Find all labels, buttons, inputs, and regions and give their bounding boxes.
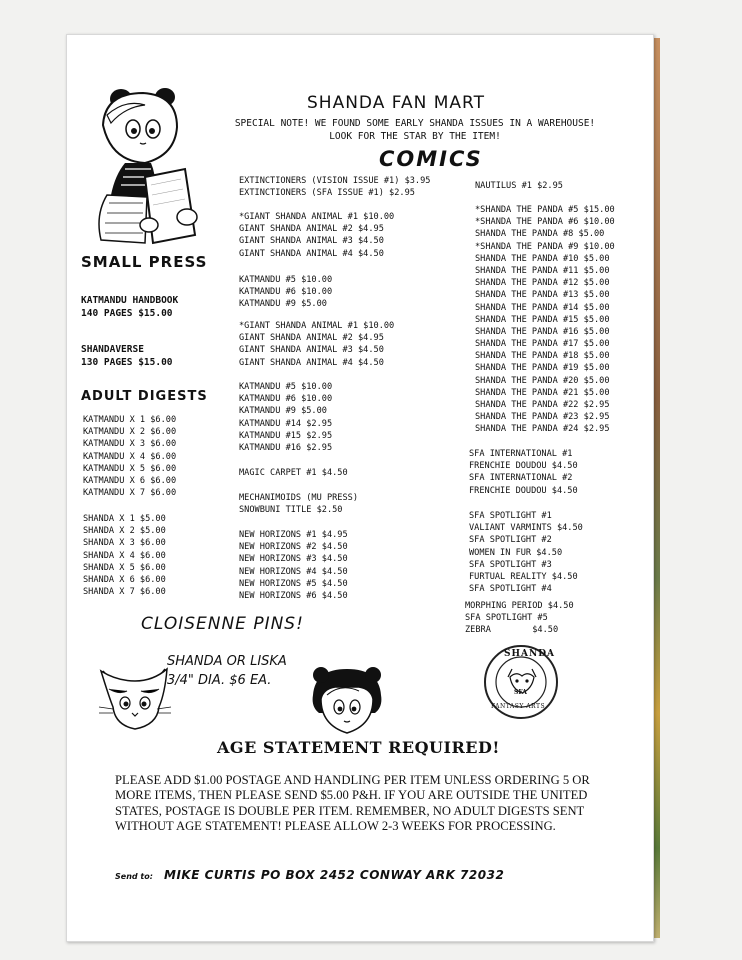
special-note-line2: LOOK FOR THE STAR BY THE ITEM! bbox=[329, 131, 501, 142]
list-item: NEW HORIZONS #2 $4.50 bbox=[239, 542, 348, 553]
list-item: GIANT SHANDA ANIMAL #4 $4.50 bbox=[239, 357, 384, 368]
seal-top-text: SHANDA bbox=[504, 649, 555, 659]
list-item: KATMANDU X 3 $6.00 bbox=[83, 439, 177, 450]
list-item: SHANDA THE PANDA #11 $5.00 bbox=[475, 265, 610, 276]
page-title: SHANDA FAN MART bbox=[307, 93, 485, 113]
pins-details bbox=[167, 652, 287, 690]
list-item: MORPHING PERIOD $4.50 bbox=[465, 601, 574, 611]
list-item: KATMANDU X 7 $6.00 bbox=[83, 488, 177, 499]
list-item: SFA SPOTLIGHT #3 bbox=[469, 559, 552, 570]
sfa-international-list bbox=[469, 448, 578, 497]
list-item: NEW HORIZONS #6 $4.50 bbox=[239, 590, 348, 601]
liska-cat-illustration bbox=[95, 667, 175, 733]
list-item: GIANT SHANDA ANIMAL #4 $4.50 bbox=[239, 248, 384, 259]
list-item: KATMANDU #6 $10.00 bbox=[239, 394, 333, 405]
list-item: SFA SPOTLIGHT #2 bbox=[469, 535, 552, 546]
list-item: KATMANDU X 1 $6.00 bbox=[83, 415, 177, 425]
list-item: SHANDA THE PANDA #21 $5.00 bbox=[475, 387, 610, 398]
katmandu-list-2 bbox=[239, 381, 332, 454]
list-item: KATMANDU #15 $2.95 bbox=[239, 430, 333, 441]
list-item: SHANDA THE PANDA #22 $2.95 bbox=[475, 400, 610, 410]
list-item: GIANT SHANDA ANIMAL #2 $4.95 bbox=[239, 333, 384, 344]
list-item: ZEBRA $4.50 bbox=[465, 625, 559, 636]
list-item: NEW HORIZONS #1 $4.95 bbox=[239, 530, 348, 540]
mechanimoids-list bbox=[239, 492, 358, 516]
list-item: KATMANDU #5 $10.00 bbox=[239, 382, 333, 392]
list-item: SFA SPOTLIGHT #4 bbox=[469, 584, 552, 595]
list-item: KATMANDU #16 $2.95 bbox=[239, 442, 333, 453]
list-item: SHANDA THE PANDA #24 $2.95 bbox=[475, 424, 610, 435]
list-item: EXTINCTIONERS (SFA ISSUE #1) $2.95 bbox=[239, 188, 415, 199]
list-item: FRENCHIE DOUDOU $4.50 bbox=[469, 485, 578, 496]
small-press-item-detail: 140 PAGES $15.00 bbox=[81, 308, 173, 319]
shanda-panda-list bbox=[475, 204, 615, 436]
comics-heading: COMICS bbox=[379, 147, 483, 171]
list-item: *GIANT SHANDA ANIMAL #1 $10.00 bbox=[239, 321, 395, 331]
list-item: MAGIC CARPET #1 $4.50 bbox=[239, 468, 348, 478]
list-item: KATMANDU #9 $5.00 bbox=[239, 406, 327, 417]
list-item: KATMANDU #6 $10.00 bbox=[239, 287, 333, 298]
list-item: KATMANDU X 4 $6.00 bbox=[83, 451, 177, 462]
list-item: SHANDA THE PANDA #18 $5.00 bbox=[475, 351, 610, 362]
small-press-item-title: KATMANDU HANDBOOK bbox=[81, 295, 179, 306]
shanda-pin-illustration bbox=[307, 665, 387, 737]
list-item: SHANDA X 5 $6.00 bbox=[83, 562, 166, 573]
list-item: SHANDA X 4 $6.00 bbox=[83, 550, 166, 561]
giant-shanda-list-2 bbox=[239, 320, 394, 369]
list-item: SHANDA THE PANDA #13 $5.00 bbox=[475, 290, 610, 301]
list-item: GIANT SHANDA ANIMAL #2 $4.95 bbox=[239, 224, 384, 235]
small-press-item-title: SHANDAVERSE bbox=[81, 344, 144, 355]
seal-center-text: SFA bbox=[514, 689, 527, 696]
panda-reading-illustration bbox=[85, 85, 210, 245]
extinctioners-list bbox=[239, 175, 430, 199]
list-item: SFA SPOTLIGHT #5 bbox=[465, 613, 548, 624]
small-press-item bbox=[81, 294, 178, 320]
list-item: SFA INTERNATIONAL #1 bbox=[469, 449, 573, 459]
list-item: SFA SPOTLIGHT #1 bbox=[469, 511, 552, 521]
pins-line1: SHANDA OR LISKA bbox=[167, 654, 287, 669]
list-item: SHANDA THE PANDA #19 $5.00 bbox=[475, 363, 610, 374]
magic-carpet-list bbox=[239, 467, 348, 479]
send-to-label: Send to: bbox=[115, 872, 153, 881]
morphing-zebra-list bbox=[465, 600, 574, 637]
list-item: MECHANIMOIDS (MU PRESS) bbox=[239, 493, 358, 503]
age-statement-heading: AGE STATEMENT REQUIRED! bbox=[217, 738, 500, 757]
list-item: *SHANDA THE PANDA #6 $10.00 bbox=[475, 217, 615, 228]
giant-shanda-list-1 bbox=[239, 211, 394, 260]
list-item: *SHANDA THE PANDA #9 $10.00 bbox=[475, 241, 615, 252]
list-item: FURTUAL REALITY $4.50 bbox=[469, 571, 578, 582]
small-press-heading: SMALL PRESS bbox=[81, 253, 208, 271]
small-press-item bbox=[81, 343, 173, 369]
list-item: SHANDA THE PANDA #17 $5.00 bbox=[475, 339, 610, 350]
seal-bottom-text: FANTASY ARTS bbox=[491, 703, 546, 710]
list-item: *SHANDA THE PANDA #5 $15.00 bbox=[475, 205, 615, 215]
list-item: SHANDA THE PANDA #12 $5.00 bbox=[475, 278, 610, 289]
shanda-fantasy-arts-seal bbox=[482, 643, 560, 721]
pins-line2: 3/4" DIA. $6 EA. bbox=[167, 673, 272, 688]
list-item: SHANDA THE PANDA #20 $5.00 bbox=[475, 375, 610, 386]
list-item: SHANDA THE PANDA #10 $5.00 bbox=[475, 253, 610, 264]
list-item: EXTINCTIONERS (VISION ISSUE #1) $3.95 bbox=[239, 176, 431, 186]
list-item: KATMANDU X 2 $6.00 bbox=[83, 427, 177, 438]
katmandu-digest-list bbox=[83, 414, 176, 499]
list-item: WOMEN IN FUR $4.50 bbox=[469, 547, 563, 558]
list-item: KATMANDU #5 $10.00 bbox=[239, 275, 333, 285]
list-item: SHANDA THE PANDA #8 $5.00 bbox=[475, 229, 605, 240]
special-note-line1: SPECIAL NOTE! WE FOUND SOME EARLY SHANDA ISSUES IN A WAREHOUSE! bbox=[234, 118, 596, 129]
shanda-digest-list bbox=[83, 513, 166, 598]
send-to-value: MIKE CURTIS PO BOX 2452 CONWAY ARK 72032 bbox=[164, 868, 505, 882]
list-item: KATMANDU #14 $2.95 bbox=[239, 418, 333, 429]
list-item: KATMANDU X 5 $6.00 bbox=[83, 463, 177, 474]
list-item: NEW HORIZONS #5 $4.50 bbox=[239, 578, 348, 589]
list-item: SHANDA X 6 $6.00 bbox=[83, 574, 166, 585]
nautilus-item: NAUTILUS #1 $2.95 bbox=[475, 181, 563, 191]
list-item: SHANDA THE PANDA #23 $2.95 bbox=[475, 412, 610, 423]
list-item: GIANT SHANDA ANIMAL #3 $4.50 bbox=[239, 236, 384, 247]
list-item: SHANDA THE PANDA #15 $5.00 bbox=[475, 314, 610, 325]
list-item: SNOWBUNI TITLE $2.50 bbox=[239, 505, 343, 516]
list-item: SHANDA X 2 $5.00 bbox=[83, 526, 166, 537]
adult-digests-heading: ADULT DIGESTS bbox=[81, 389, 208, 404]
list-item: SHANDA X 1 $5.00 bbox=[83, 514, 166, 524]
small-press-item-detail: 130 PAGES $15.00 bbox=[81, 357, 173, 368]
special-note bbox=[185, 117, 645, 143]
list-item: SFA INTERNATIONAL #2 bbox=[469, 473, 573, 484]
katmandu-list-1 bbox=[239, 274, 332, 311]
pins-heading: CLOISENNE PINS! bbox=[141, 614, 304, 634]
list-item: GIANT SHANDA ANIMAL #3 $4.50 bbox=[239, 345, 384, 356]
list-item: SHANDA X 7 $6.00 bbox=[83, 587, 166, 598]
list-item: SHANDA THE PANDA #14 $5.00 bbox=[475, 302, 610, 313]
list-item: *GIANT SHANDA ANIMAL #1 $10.00 bbox=[239, 212, 395, 222]
list-item: KATMANDU #9 $5.00 bbox=[239, 299, 327, 310]
list-item: NEW HORIZONS #4 $4.50 bbox=[239, 566, 348, 577]
send-to-address bbox=[115, 864, 504, 883]
list-item: SHANDA THE PANDA #16 $5.00 bbox=[475, 326, 610, 337]
list-item: FRENCHIE DOUDOU $4.50 bbox=[469, 461, 578, 472]
list-item: VALIANT VARMINTS $4.50 bbox=[469, 523, 583, 534]
catalog-page bbox=[66, 34, 654, 942]
postage-instructions: PLEASE ADD $1.00 POSTAGE AND HANDLING PER ITEM UNLESS ORDERING 5 OR MORE ITEMS, THEN PLEASE SEND $5.00 P&H. IF YOU ARE OUTSIDE THE UNITED STATES, POSTAGE IS DOUBLE PER ITEM. REMEMBER, NO ADULT DIGESTS SENT WITHOUT AGE STATEMENT! PLEASE ALLOW 2-3 WEEKS FOR PROCESSING. bbox=[115, 773, 590, 833]
new-horizons-list bbox=[239, 529, 348, 602]
list-item: NEW HORIZONS #3 $4.50 bbox=[239, 554, 348, 565]
list-item: SHANDA X 3 $6.00 bbox=[83, 538, 166, 549]
list-item: KATMANDU X 6 $6.00 bbox=[83, 475, 177, 486]
sfa-spotlight-list bbox=[469, 510, 583, 595]
